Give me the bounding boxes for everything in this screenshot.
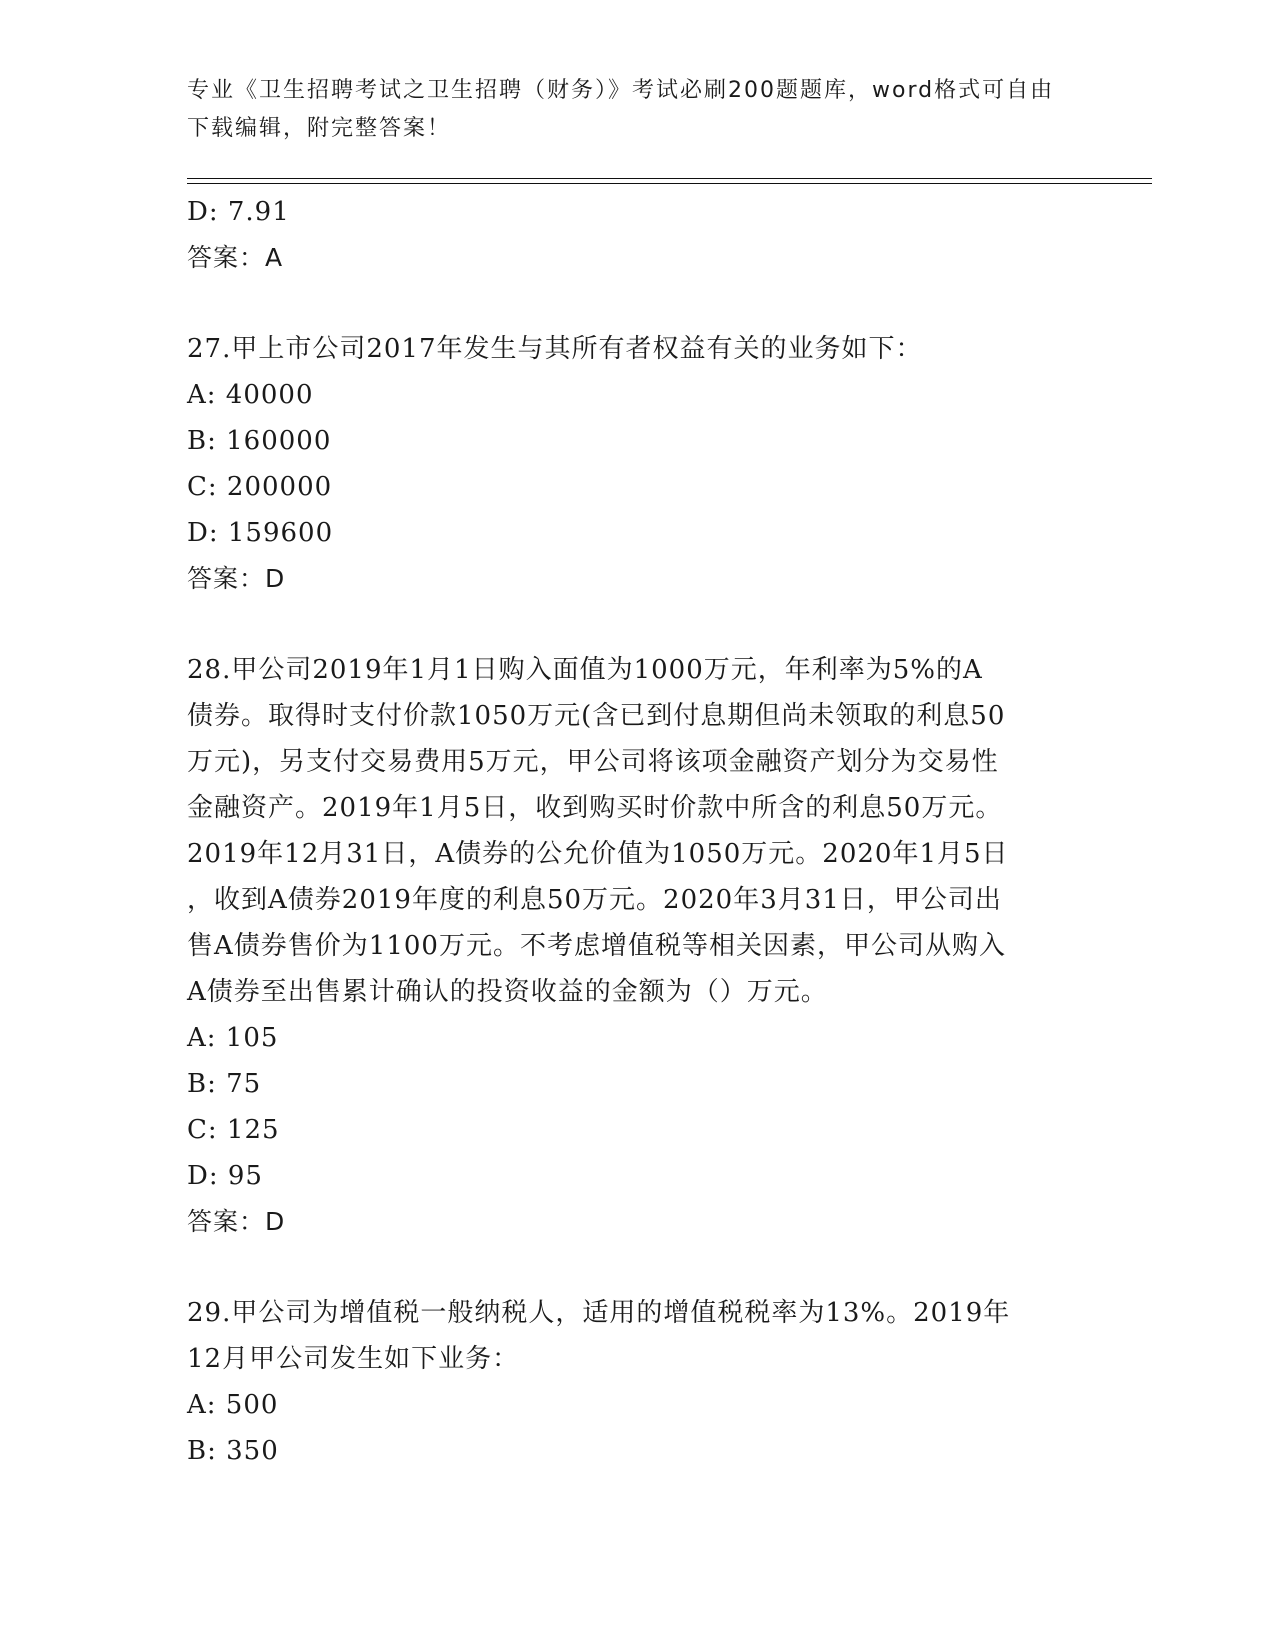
answer-label: 答案：D [187,1207,286,1236]
option-b: B: 160000 [187,426,332,456]
question-28 [187,647,1087,1245]
option-a: A: 105 [187,1023,279,1053]
question-stem: 27.甲上市公司2017年发生与其所有者权益有关的业务如下： [187,334,923,364]
header-divider-top [187,178,1152,179]
option-b: B: 350 [187,1436,279,1466]
answer-label: 答案：D [187,564,286,593]
question-stem-line: ，收到A债券2019年度的利息50万元。2020年3月31日，甲公司出 [187,885,1002,915]
question-stem-line: 债券。取得时支付价款1050万元(含已到付息期但尚未领取的利息50 [187,701,1006,731]
question-stem-line: 12月甲公司发生如下业务： [187,1344,520,1374]
header-divider-bottom [187,183,1152,184]
question-stem-line: 售A债券售价为1100万元。不考虑增值税等相关因素，甲公司从购入 [187,931,1006,961]
option-d: D: 95 [187,1161,263,1191]
question-29 [187,1290,1087,1474]
option-c: C: 125 [187,1115,280,1145]
question-stem-line: 2019年12月31日，A债券的公允价值为1050万元。2020年1月5日 [187,839,1009,869]
question-stem-line: 28.甲公司2019年1月1日购入面值为1000万元，年利率为5%的A [187,655,983,685]
question-stem-line: 金融资产。2019年1月5日，收到购买时价款中所含的利息50万元。 [187,793,1003,823]
answer-label: 答案：A [187,243,284,272]
option-d: D: 159600 [187,518,334,548]
question-stem-line: 万元)，另支付交易费用5万元，甲公司将该项金融资产划分为交易性 [187,747,999,777]
spacer [187,602,1087,647]
document-body [187,189,1087,1474]
option-d: D: 7.91 [187,197,290,227]
option-c: C: 200000 [187,472,333,502]
option-a: A: 40000 [187,380,314,410]
question-previous [187,189,1087,281]
question-stem-line: 29.甲公司为增值税一般纳税人，适用的增值税税率为13%。2019年 [187,1298,1011,1328]
question-stem-line: A债券至出售累计确认的投资收益的金额为（）万元。 [187,977,828,1007]
spacer [187,281,1087,326]
header-title: 专业《卫生招聘考试之卫生招聘（财务）》考试必刷200题题库，word格式可自由下载编辑，附完整答案！ [187,78,1055,141]
document-header [187,72,1067,148]
option-b: B: 75 [187,1069,262,1099]
spacer [187,1245,1087,1290]
question-27 [187,326,1087,602]
option-a: A: 500 [187,1390,279,1420]
